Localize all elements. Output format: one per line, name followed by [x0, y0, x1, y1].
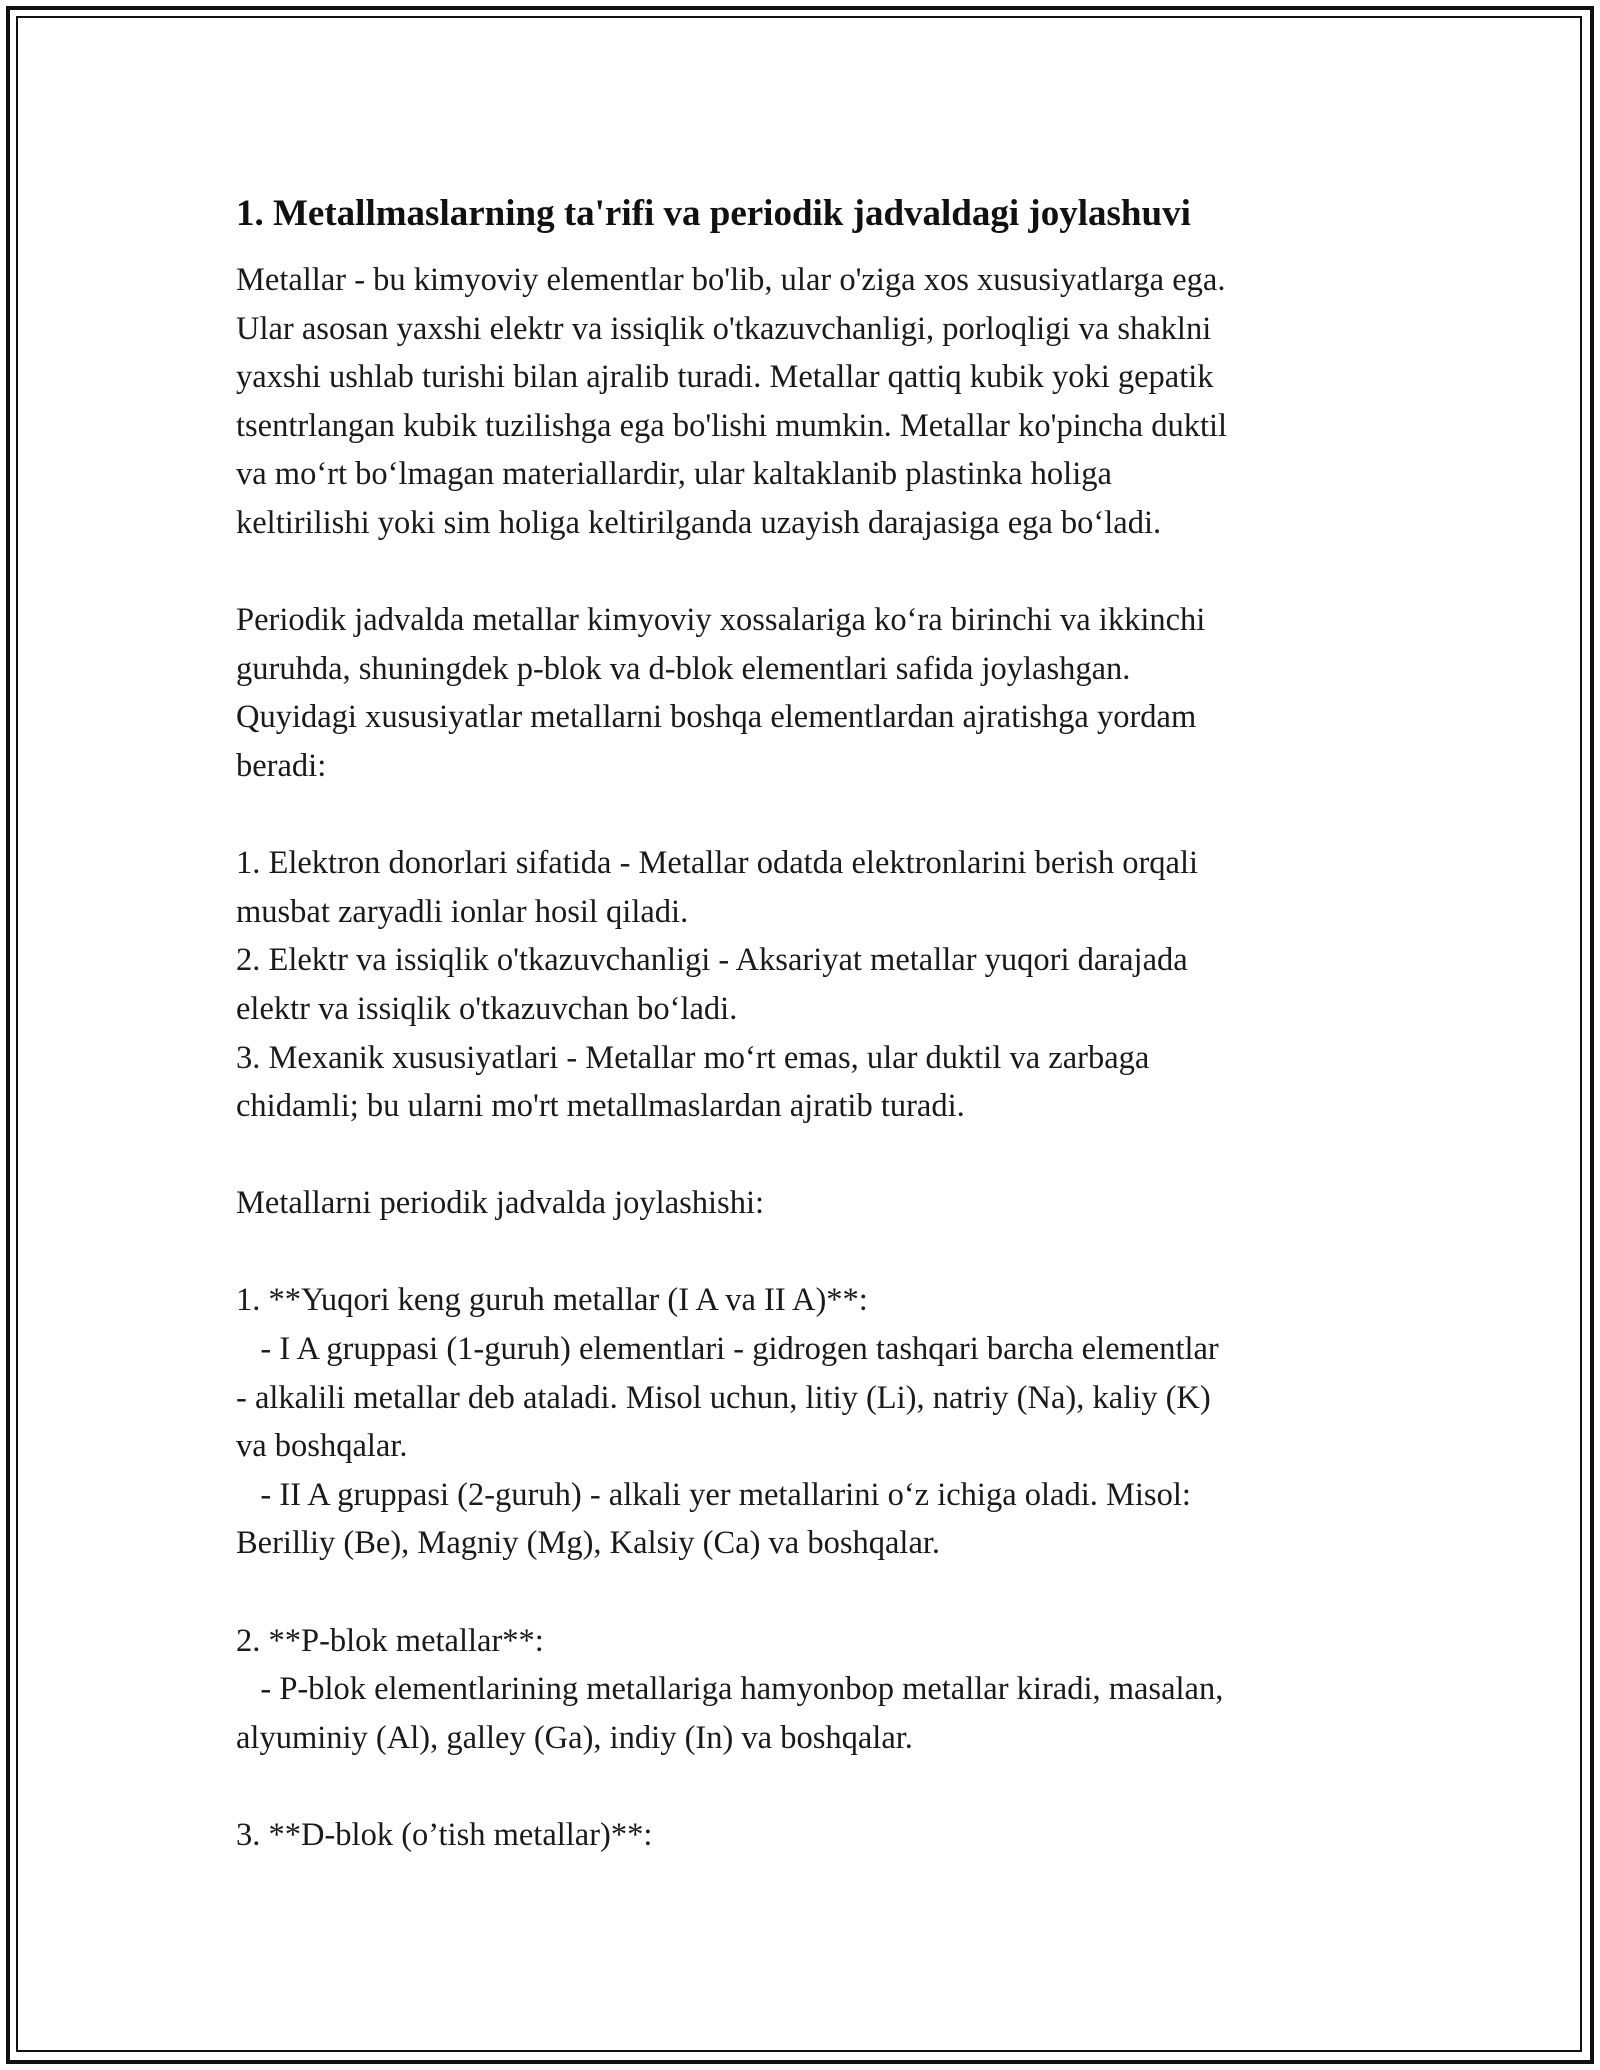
blank-line: [236, 1228, 1366, 1277]
text-line: Ular asosan yaxshi elektr va issiqlik o'tkazuvchanligi, porloqligi va shaklni: [236, 310, 1212, 347]
text-line: - alkalili metallar deb ataladi. Misol uchun, litiy (Li), natriy (Na), kaliy (K): [236, 1379, 1211, 1416]
text-line: alyuminiy (Al), galley (Ga), indiy (In) va boshqalar.: [236, 1719, 913, 1756]
text-line: Metallar - bu kimyoviy elementlar bo'lib, ular o'ziga xos xususiyatlarga ega.: [236, 262, 1226, 298]
text-line: va boshqalar.: [236, 1428, 408, 1465]
blank-line: [236, 1762, 1366, 1811]
text-line: beradi:: [236, 747, 327, 784]
text-line: yaxshi ushlab turishi bilan ajralib turadi. Metallar qattiq kubik yoki gepatik: [236, 359, 1214, 396]
text-line: chidamli; bu ularni mo'rt metallmaslardan ajratib turadi.: [236, 1088, 965, 1125]
text-line: 2. Elektr va issiqlik o'tkazuvchanligi - Aksariyat metallar yuqori darajada: [236, 942, 1188, 979]
text-line: musbat zaryadli ionlar hosil qiladi.: [236, 893, 689, 930]
document-body: [236, 256, 1366, 1860]
text-line: keltirilishi yoki sim holiga keltirilganda uzayish darajasiga ega boʻladi.: [236, 504, 1162, 541]
text-line: va moʻrt boʻlmagan materiallardir, ular kaltaklanib plastinka holiga: [236, 456, 1112, 493]
blank-line: [236, 791, 1366, 840]
text-line: 3. **D-blok (o’tish metallar)**:: [236, 1817, 653, 1853]
blank-line: [236, 1131, 1366, 1180]
text-line: elektr va issiqlik o'tkazuvchan boʻladi.: [236, 990, 738, 1027]
text-line: Quyidagi xususiyatlar metallarni boshqa elementlardan ajratishga yordam: [236, 699, 1197, 736]
text-line: guruhda, shuningdek p-blok va d-blok elementlari safida joylashgan.: [236, 650, 1131, 687]
text-line: Berilliy (Be), Magniy (Mg), Kalsiy (Ca) va boshqalar.: [236, 1525, 941, 1562]
text-line: - P-blok elementlarining metallariga hamyonbop metallar kiradi, masalan,: [236, 1671, 1224, 1708]
blank-line: [236, 1568, 1366, 1617]
blank-line: [236, 548, 1366, 597]
text-line: 3. Mexanik xususiyatlari - Metallar moʻrt emas, ular duktil va zarbaga: [236, 1039, 1150, 1076]
text-line: Metallarni periodik jadvalda joylashishi:: [236, 1185, 764, 1222]
text-line: Periodik jadvalda metallar kimyoviy xossalariga koʻra birinchi va ikkinchi: [236, 602, 1206, 639]
document-title: 1. Metallmaslarning ta'rifi va periodik jadvaldagi joylashuvi: [236, 193, 1191, 234]
text-line: tsentrlangan kubik tuzilishga ega bo'lishi mumkin. Metallar ko'pincha duktil: [236, 407, 1228, 444]
text-line: 1. Elektron donorlari sifatida - Metallar odatda elektronlarini berish orqali: [236, 845, 1199, 882]
document-content: [236, 190, 1366, 1860]
text-line: - I A gruppasi (1-guruh) elementlari - gidrogen tashqari barcha elementlar: [236, 1331, 1219, 1368]
text-line: 2. **P-blok metallar**:: [236, 1622, 544, 1659]
text-line: - II A gruppasi (2-guruh) - alkali yer metallarini oʻz ichiga oladi. Misol:: [236, 1476, 1191, 1513]
text-line: 1. **Yuqori keng guruh metallar (I A va II A)**:: [236, 1282, 868, 1319]
